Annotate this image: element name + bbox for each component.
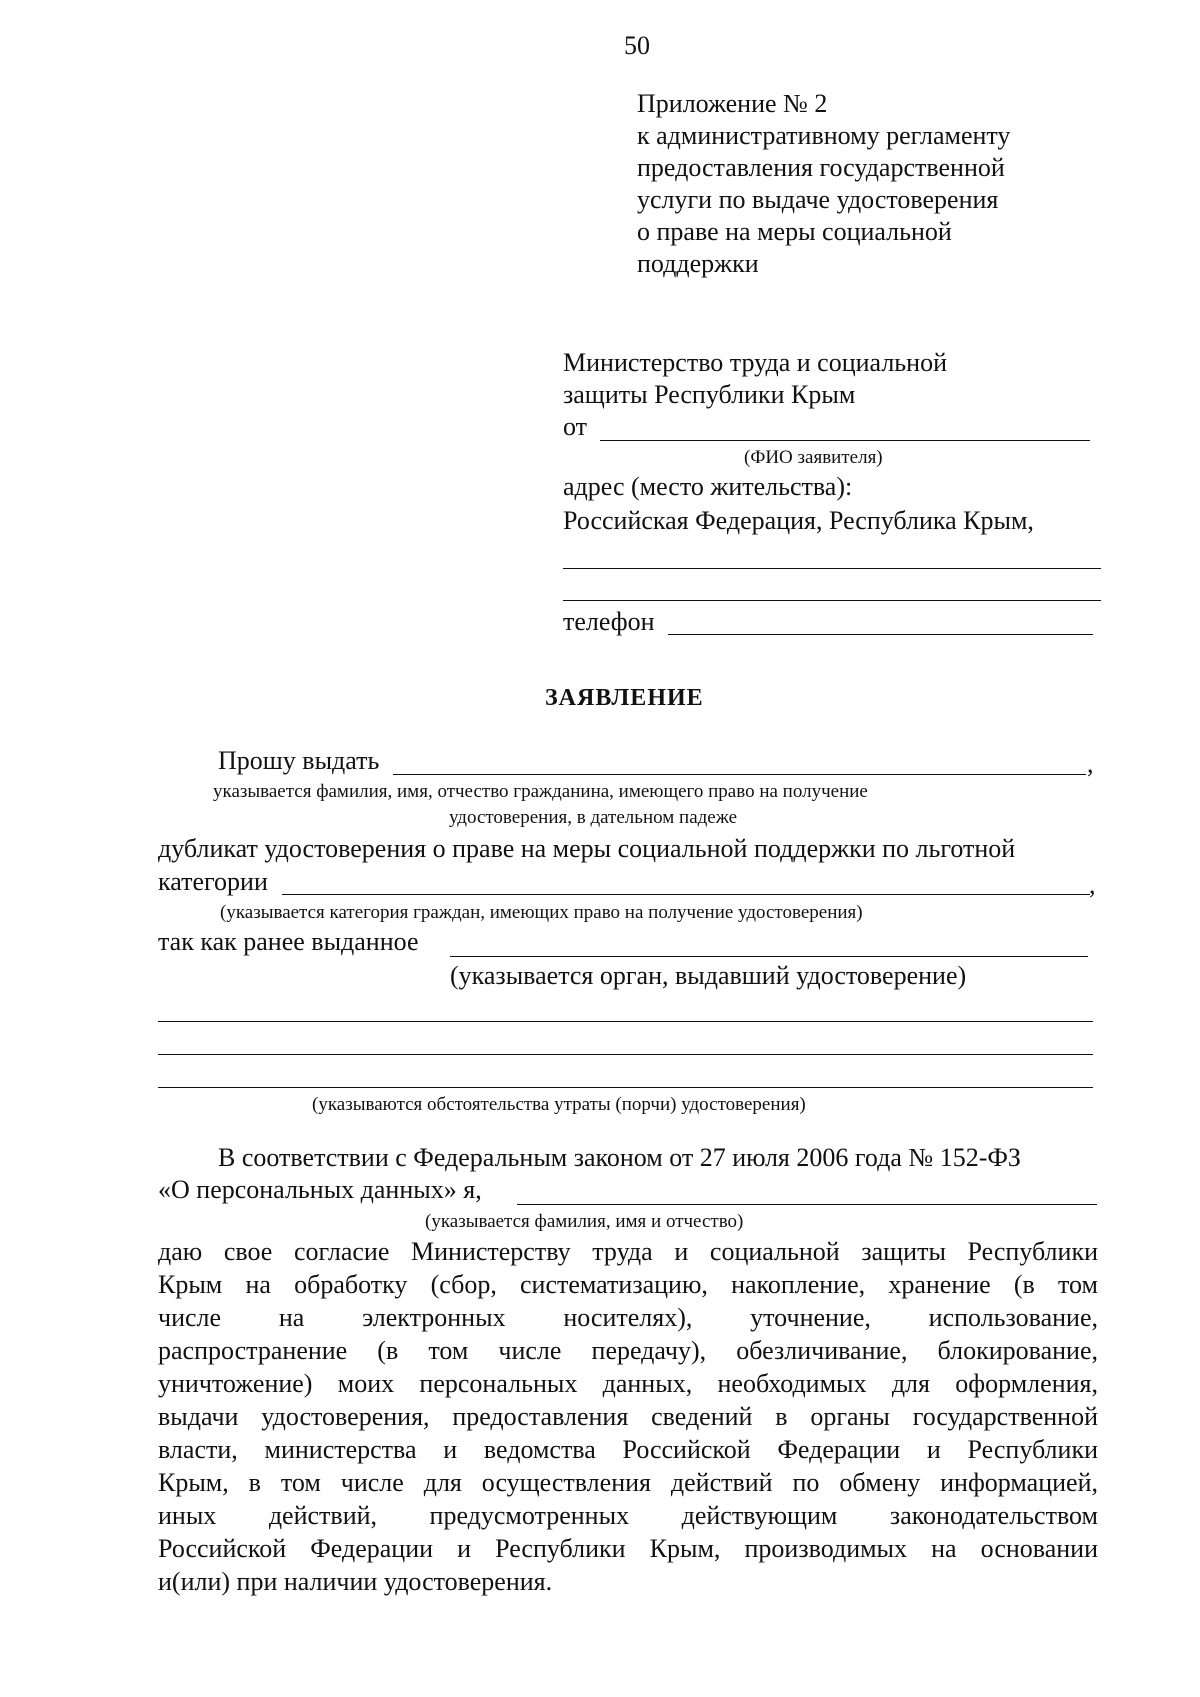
consent-body-line: уничтожение) моих персональных данных, необходимых для оформления, bbox=[158, 1369, 1098, 1398]
consent-body-line: числе на электронных носителях), уточнение, использование, bbox=[158, 1303, 1098, 1332]
loss-circumstances-field[interactable] bbox=[158, 1021, 1093, 1022]
annex-line: Приложение № 2 bbox=[637, 89, 828, 118]
request-lead: Прошу выдать bbox=[218, 746, 380, 775]
page-number: 50 bbox=[624, 31, 650, 60]
addressee-org-line: защиты Республики Крым bbox=[563, 380, 856, 409]
consent-fio-field[interactable] bbox=[517, 1204, 1097, 1205]
consent-law-name: «О персональных данных» я, bbox=[158, 1175, 482, 1204]
annex-line: к административному регламенту bbox=[637, 121, 1011, 150]
name-hint: удостоверения, в дательном падеже bbox=[449, 807, 738, 828]
consent-body-line: власти, министерства и ведомства Российской Федерации и Республики bbox=[158, 1435, 1098, 1464]
from-label: от bbox=[563, 412, 588, 441]
category-label: категории bbox=[158, 867, 268, 896]
document-title: ЗАЯВЛЕНИЕ bbox=[545, 685, 704, 711]
consent-fio-hint: (указывается фамилия, имя и отчество) bbox=[425, 1211, 744, 1232]
name-hint: указывается фамилия, имя, отчество гражданина, имеющего право на получение bbox=[213, 781, 868, 802]
annex-line: поддержки bbox=[637, 249, 759, 278]
annex-line: о праве на меры социальной bbox=[637, 217, 952, 246]
issuer-hint: (указывается орган, выдавший удостоверение) bbox=[450, 961, 967, 990]
annex-line: услуги по выдаче удостоверения bbox=[637, 185, 999, 214]
issuer-field[interactable] bbox=[450, 956, 1088, 957]
addressee-org-line: Министерство труда и социальной bbox=[563, 348, 947, 377]
consent-body-line: Российской Федерации и Республики Крым, производимых на основании bbox=[158, 1534, 1098, 1563]
consent-body-line: выдачи удостоверения, предоставления сведений в органы государственной bbox=[158, 1402, 1098, 1431]
consent-body-line: Крым, в том числе для осуществления действий по обмену информацией, bbox=[158, 1468, 1098, 1497]
comma: , bbox=[1087, 749, 1094, 778]
consent-body-line: распространение (в том числе передачу), обезличивание, блокирование, bbox=[158, 1336, 1098, 1365]
address-line-field[interactable] bbox=[563, 600, 1101, 601]
loss-circumstances-field[interactable] bbox=[158, 1054, 1093, 1055]
phone-field[interactable] bbox=[668, 634, 1093, 635]
previous-label: так как ранее выданное bbox=[158, 927, 419, 956]
annex-line: предоставления государственной bbox=[637, 153, 1005, 182]
category-field[interactable] bbox=[282, 894, 1090, 895]
address-label: адрес (место жительства): bbox=[563, 472, 853, 501]
applicant-fio-field[interactable] bbox=[600, 440, 1090, 441]
consent-intro: В соответствии с Федеральным законом от 27 июля 2006 года № 152-ФЗ bbox=[218, 1143, 1021, 1172]
consent-body-line: Крым на обработку (сбор, систематизацию, накопление, хранение (в том bbox=[158, 1270, 1098, 1299]
consent-body-line: даю свое согласие Министерству труда и социальной защиты Республики bbox=[158, 1237, 1098, 1266]
duplicate-text: дубликат удостоверения о праве на меры социальной поддержки по льготной bbox=[158, 834, 1016, 863]
consent-body-line: иных действий, предусмотренных действующим законодательством bbox=[158, 1501, 1098, 1530]
loss-circumstances-field[interactable] bbox=[158, 1087, 1093, 1088]
address-value: Российская Федерация, Республика Крым, bbox=[563, 506, 1034, 535]
address-line-field[interactable] bbox=[563, 568, 1101, 569]
phone-label: телефон bbox=[563, 607, 655, 636]
comma: , bbox=[1089, 870, 1096, 899]
consent-last-line: и(или) при наличии удостоверения. bbox=[158, 1567, 553, 1596]
category-hint: (указывается категория граждан, имеющих право на получение удостоверения) bbox=[220, 902, 863, 923]
loss-hint: (указываются обстоятельства утраты (порчи) удостоверения) bbox=[312, 1094, 806, 1115]
recipient-name-field[interactable] bbox=[393, 774, 1086, 775]
fio-hint: (ФИО заявителя) bbox=[744, 447, 883, 468]
